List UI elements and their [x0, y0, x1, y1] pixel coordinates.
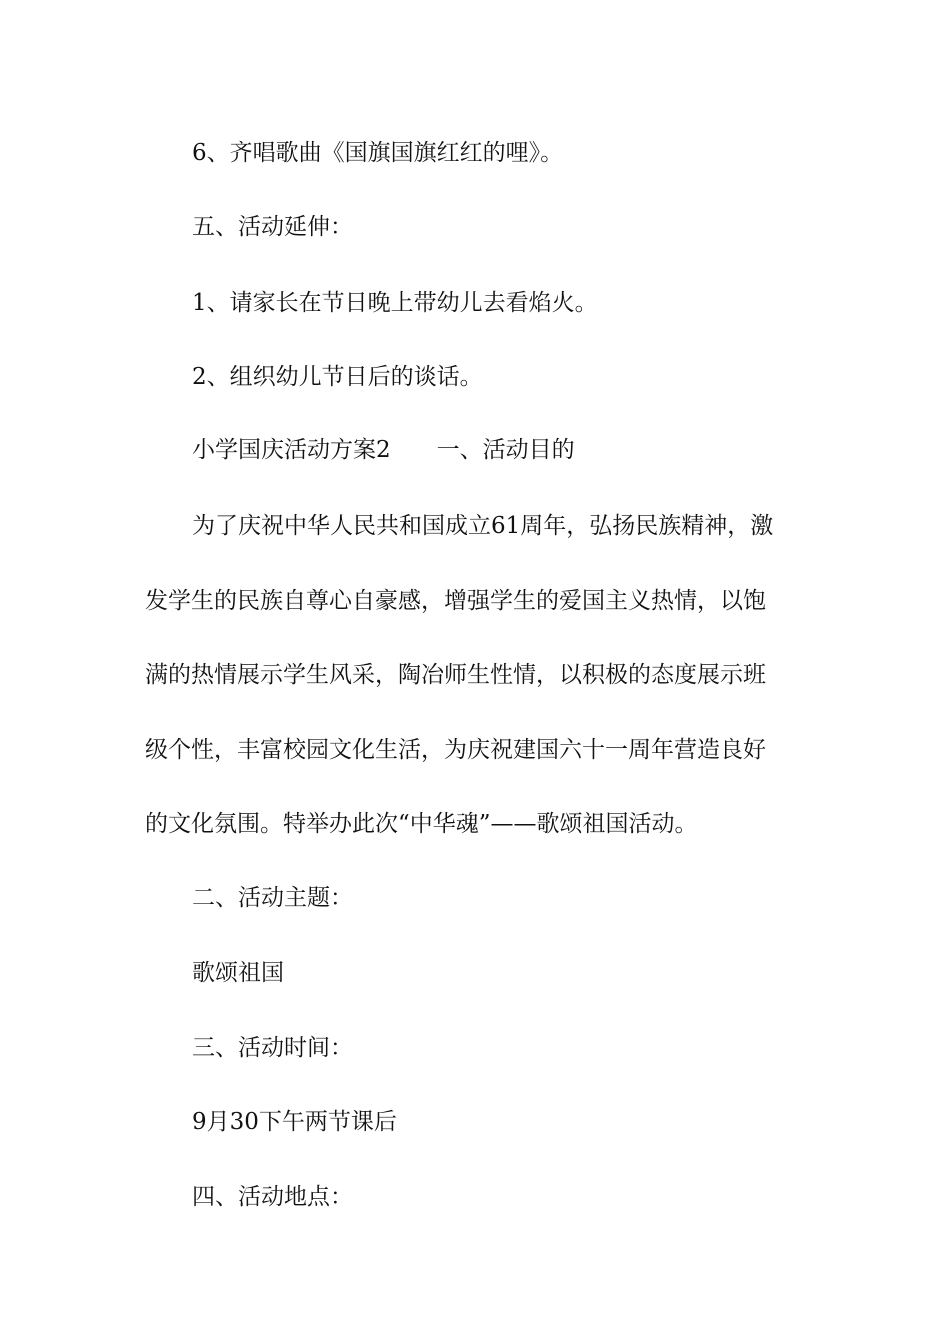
paragraph-line: 满的热情展示学生风采，陶冶师生性情，以积极的态度展示班: [145, 662, 766, 688]
section-first-item: 一、活动目的: [436, 437, 575, 463]
text-line: 四、活动地点：: [192, 1184, 353, 1210]
text-line: 2、组织幼儿节日后的谈话。: [192, 364, 483, 390]
paragraph-line: 发学生的民族自尊心自豪感，增强学生的爱国主义热情，以饱: [145, 588, 766, 614]
text-line: 6、齐唱歌曲《国旗国旗红红的哩》。: [192, 140, 564, 166]
paragraph-line: 为了庆祝中华人民共和国成立61周年，弘扬民族精神，激: [192, 513, 774, 539]
text-line: 二、活动主题：: [192, 885, 353, 911]
text-line: 1、请家长在节日晚上带幼儿去看焰火。: [192, 290, 598, 316]
paragraph-line: 的文化氛围。特举办此次“中华魂”——歌颂祖国活动。: [145, 811, 698, 837]
paragraph-line: 级个性，丰富校园文化生活，为庆祝建国六十一周年营造良好: [145, 737, 766, 763]
text-line: 三、活动时间：: [192, 1035, 353, 1061]
text-line: 歌颂祖国: [192, 960, 284, 986]
section-title: 小学国庆活动方案2: [192, 437, 391, 463]
section-heading: [192, 435, 575, 465]
text-line: 五、活动延伸：: [192, 214, 353, 240]
text-line: 9月30下午两节课后: [192, 1109, 397, 1135]
